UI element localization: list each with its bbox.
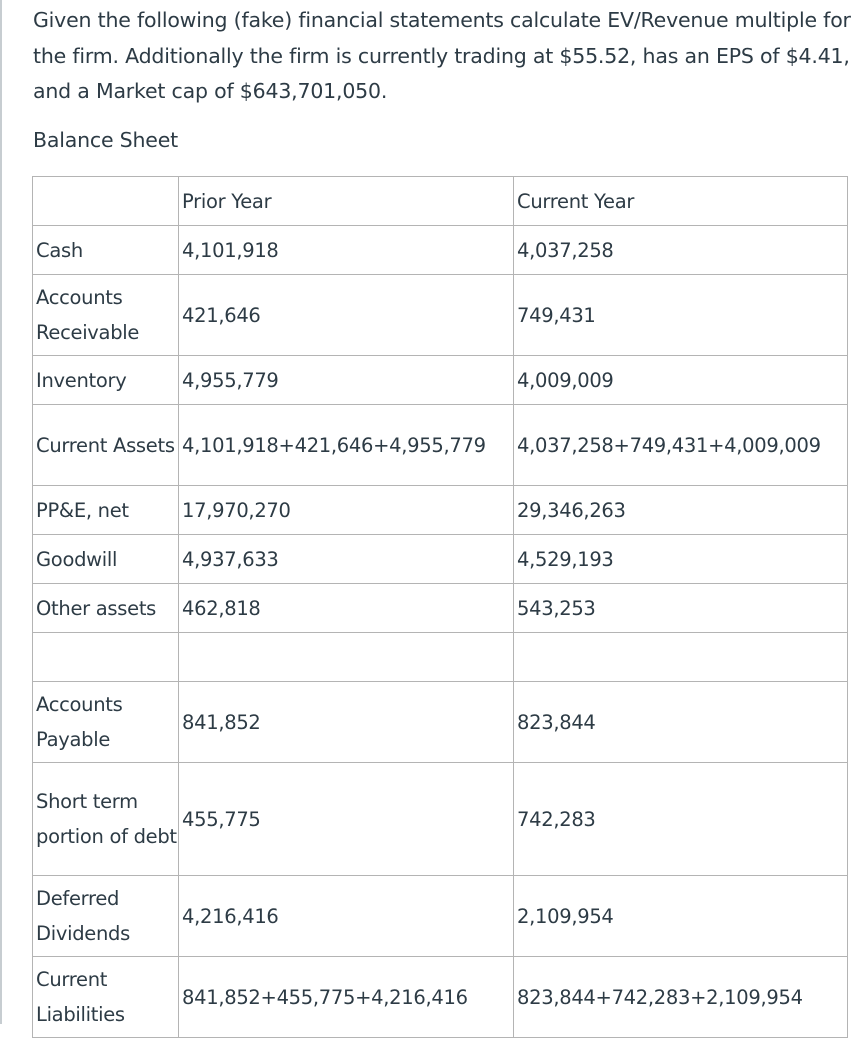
table-row (33, 876, 848, 957)
row-label: PP&E, net (33, 486, 179, 535)
row-label: Accounts Receivable (33, 275, 179, 356)
row-label (33, 633, 179, 682)
current-year-value: 2,109,954 (514, 876, 848, 957)
current-year-value: 543,253 (514, 584, 848, 633)
prior-year-value: 455,775 (179, 763, 514, 876)
table-header-row (33, 177, 848, 226)
prior-year-value: 4,101,918+421,646+4,955,779 (179, 405, 514, 486)
current-year-value: 823,844 (514, 682, 848, 763)
table-row (33, 535, 848, 584)
current-year-value: 4,009,009 (514, 356, 848, 405)
prior-year-value: 4,216,416 (179, 876, 514, 957)
table-row (33, 275, 848, 356)
row-label: Deferred Dividends (33, 876, 179, 957)
header-cell-label (33, 177, 179, 226)
table-row (33, 486, 848, 535)
current-year-value: 4,037,258 (514, 226, 848, 275)
current-year-value: 4,037,258+749,431+4,009,009 (514, 405, 848, 486)
section-title: Balance Sheet (33, 128, 178, 152)
table-row (33, 957, 848, 1038)
header-cell-prior-year: Prior Year (179, 177, 514, 226)
row-label: Goodwill (33, 535, 179, 584)
question-text: Given the following (fake) financial statements calculate EV/Revenue multiple for the firm. Additionally the firm is currently trading at $55.52, has an EPS of $4.41, and a Market cap of $643,701,050. (33, 8, 851, 103)
current-year-value: 823,844+742,283+2,109,954 (514, 957, 848, 1038)
table-row (33, 682, 848, 763)
table-row (33, 763, 848, 876)
row-label: Current Liabilities (33, 957, 179, 1038)
row-label: Inventory (33, 356, 179, 405)
table-row (33, 405, 848, 486)
prior-year-value: 841,852+455,775+4,216,416 (179, 957, 514, 1038)
table-row (33, 584, 848, 633)
current-year-value: 29,346,263 (514, 486, 848, 535)
prior-year-value: 421,646 (179, 275, 514, 356)
balance-sheet-table (32, 176, 848, 1038)
header-cell-current-year: Current Year (514, 177, 848, 226)
prior-year-value: 17,970,270 (179, 486, 514, 535)
prior-year-value (179, 633, 514, 682)
table-row-empty (33, 633, 848, 682)
current-year-value: 742,283 (514, 763, 848, 876)
row-label: Short term portion of debt (33, 763, 179, 876)
row-label: Cash (33, 226, 179, 275)
left-border-rule (0, 0, 2, 1024)
prior-year-value: 4,101,918 (179, 226, 514, 275)
row-label: Accounts Payable (33, 682, 179, 763)
prior-year-value: 841,852 (179, 682, 514, 763)
current-year-value: 4,529,193 (514, 535, 848, 584)
prior-year-value: 4,937,633 (179, 535, 514, 584)
prior-year-value: 462,818 (179, 584, 514, 633)
prior-year-value: 4,955,779 (179, 356, 514, 405)
row-label: Other assets (33, 584, 179, 633)
current-year-value (514, 633, 848, 682)
table-row (33, 226, 848, 275)
table-row (33, 356, 848, 405)
row-label: Current Assets (33, 405, 179, 486)
current-year-value: 749,431 (514, 275, 848, 356)
